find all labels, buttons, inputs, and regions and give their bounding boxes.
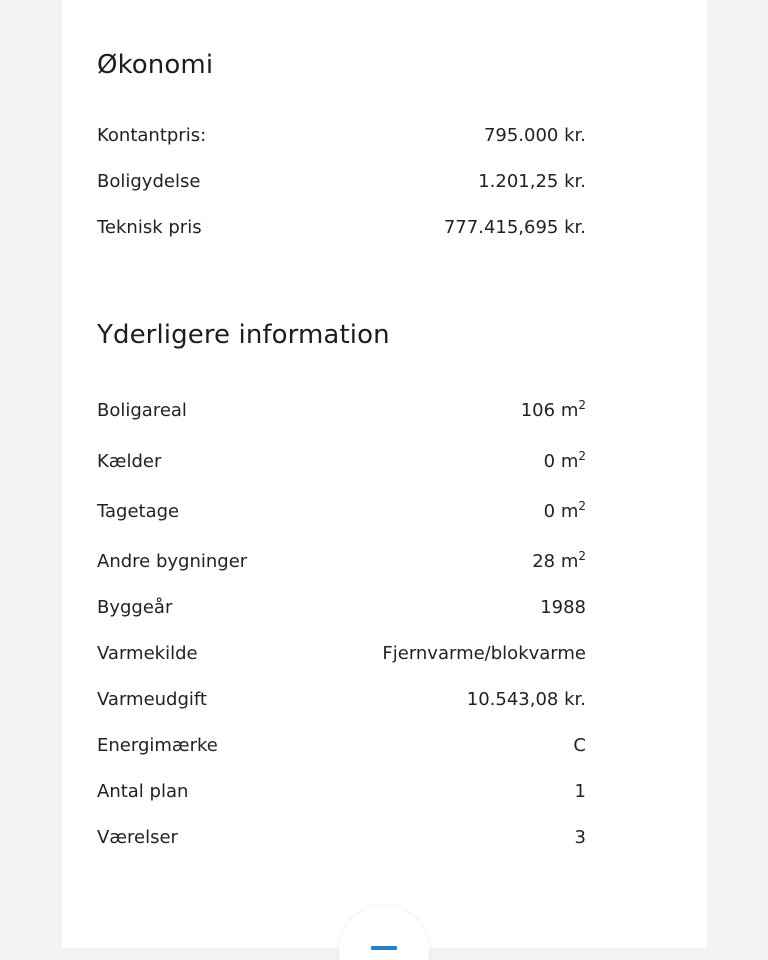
info-row-heating-source [97, 643, 586, 673]
info-row-other-buildings [97, 549, 586, 579]
row-value: 0 $m^2$ [543, 499, 586, 522]
economy-title: Økonomi [97, 50, 214, 80]
row-value: 10.543,08 kr. [466, 689, 586, 710]
details-card [62, 0, 707, 948]
row-label: Andre bygninger [97, 551, 248, 572]
info-row-rooms [97, 827, 586, 857]
info-row-attic [97, 499, 586, 529]
row-label: Kontantpris: [97, 125, 207, 146]
minus-icon [371, 946, 397, 950]
row-value: Fjernvarme/blokvarme [382, 643, 586, 664]
row-value: 795.000 kr. [483, 125, 586, 146]
row-value: 777.415,695 kr. [443, 217, 586, 238]
row-label: Byggeår [97, 597, 173, 618]
info-row-energy-label [97, 735, 586, 765]
info-row-living-area [97, 398, 586, 428]
additional-info-title: Yderligere information [97, 320, 390, 350]
row-value: 1.201,25 kr. [478, 171, 586, 192]
info-row-basement [97, 449, 586, 479]
info-row-floors [97, 781, 586, 811]
row-value: C [573, 735, 586, 756]
row-label: Boligydelse [97, 171, 201, 192]
economy-row-housing-payment [97, 171, 586, 201]
row-value: 3 [574, 827, 586, 848]
row-label: Varmeudgift [97, 689, 207, 710]
row-label: Tagetage [97, 501, 180, 522]
row-label: Varmekilde [97, 643, 198, 664]
row-value: 106 $m^2$ [520, 398, 586, 421]
row-value: 28 $m^2$ [532, 549, 586, 572]
row-label: Teknisk pris [97, 217, 202, 238]
row-label: Antal plan [97, 781, 189, 802]
row-value: 1 [574, 781, 586, 802]
row-label: Energimærke [97, 735, 218, 756]
economy-row-technical-price [97, 217, 586, 247]
info-row-heating-cost [97, 689, 586, 719]
row-label: Boligareal [97, 400, 187, 421]
info-row-build-year [97, 597, 586, 627]
economy-row-cash-price [97, 125, 586, 155]
row-label: Værelser [97, 827, 178, 848]
row-value: 0 $m^2$ [543, 449, 586, 472]
row-value: 1988 [540, 597, 586, 618]
row-label: Kælder [97, 451, 162, 472]
